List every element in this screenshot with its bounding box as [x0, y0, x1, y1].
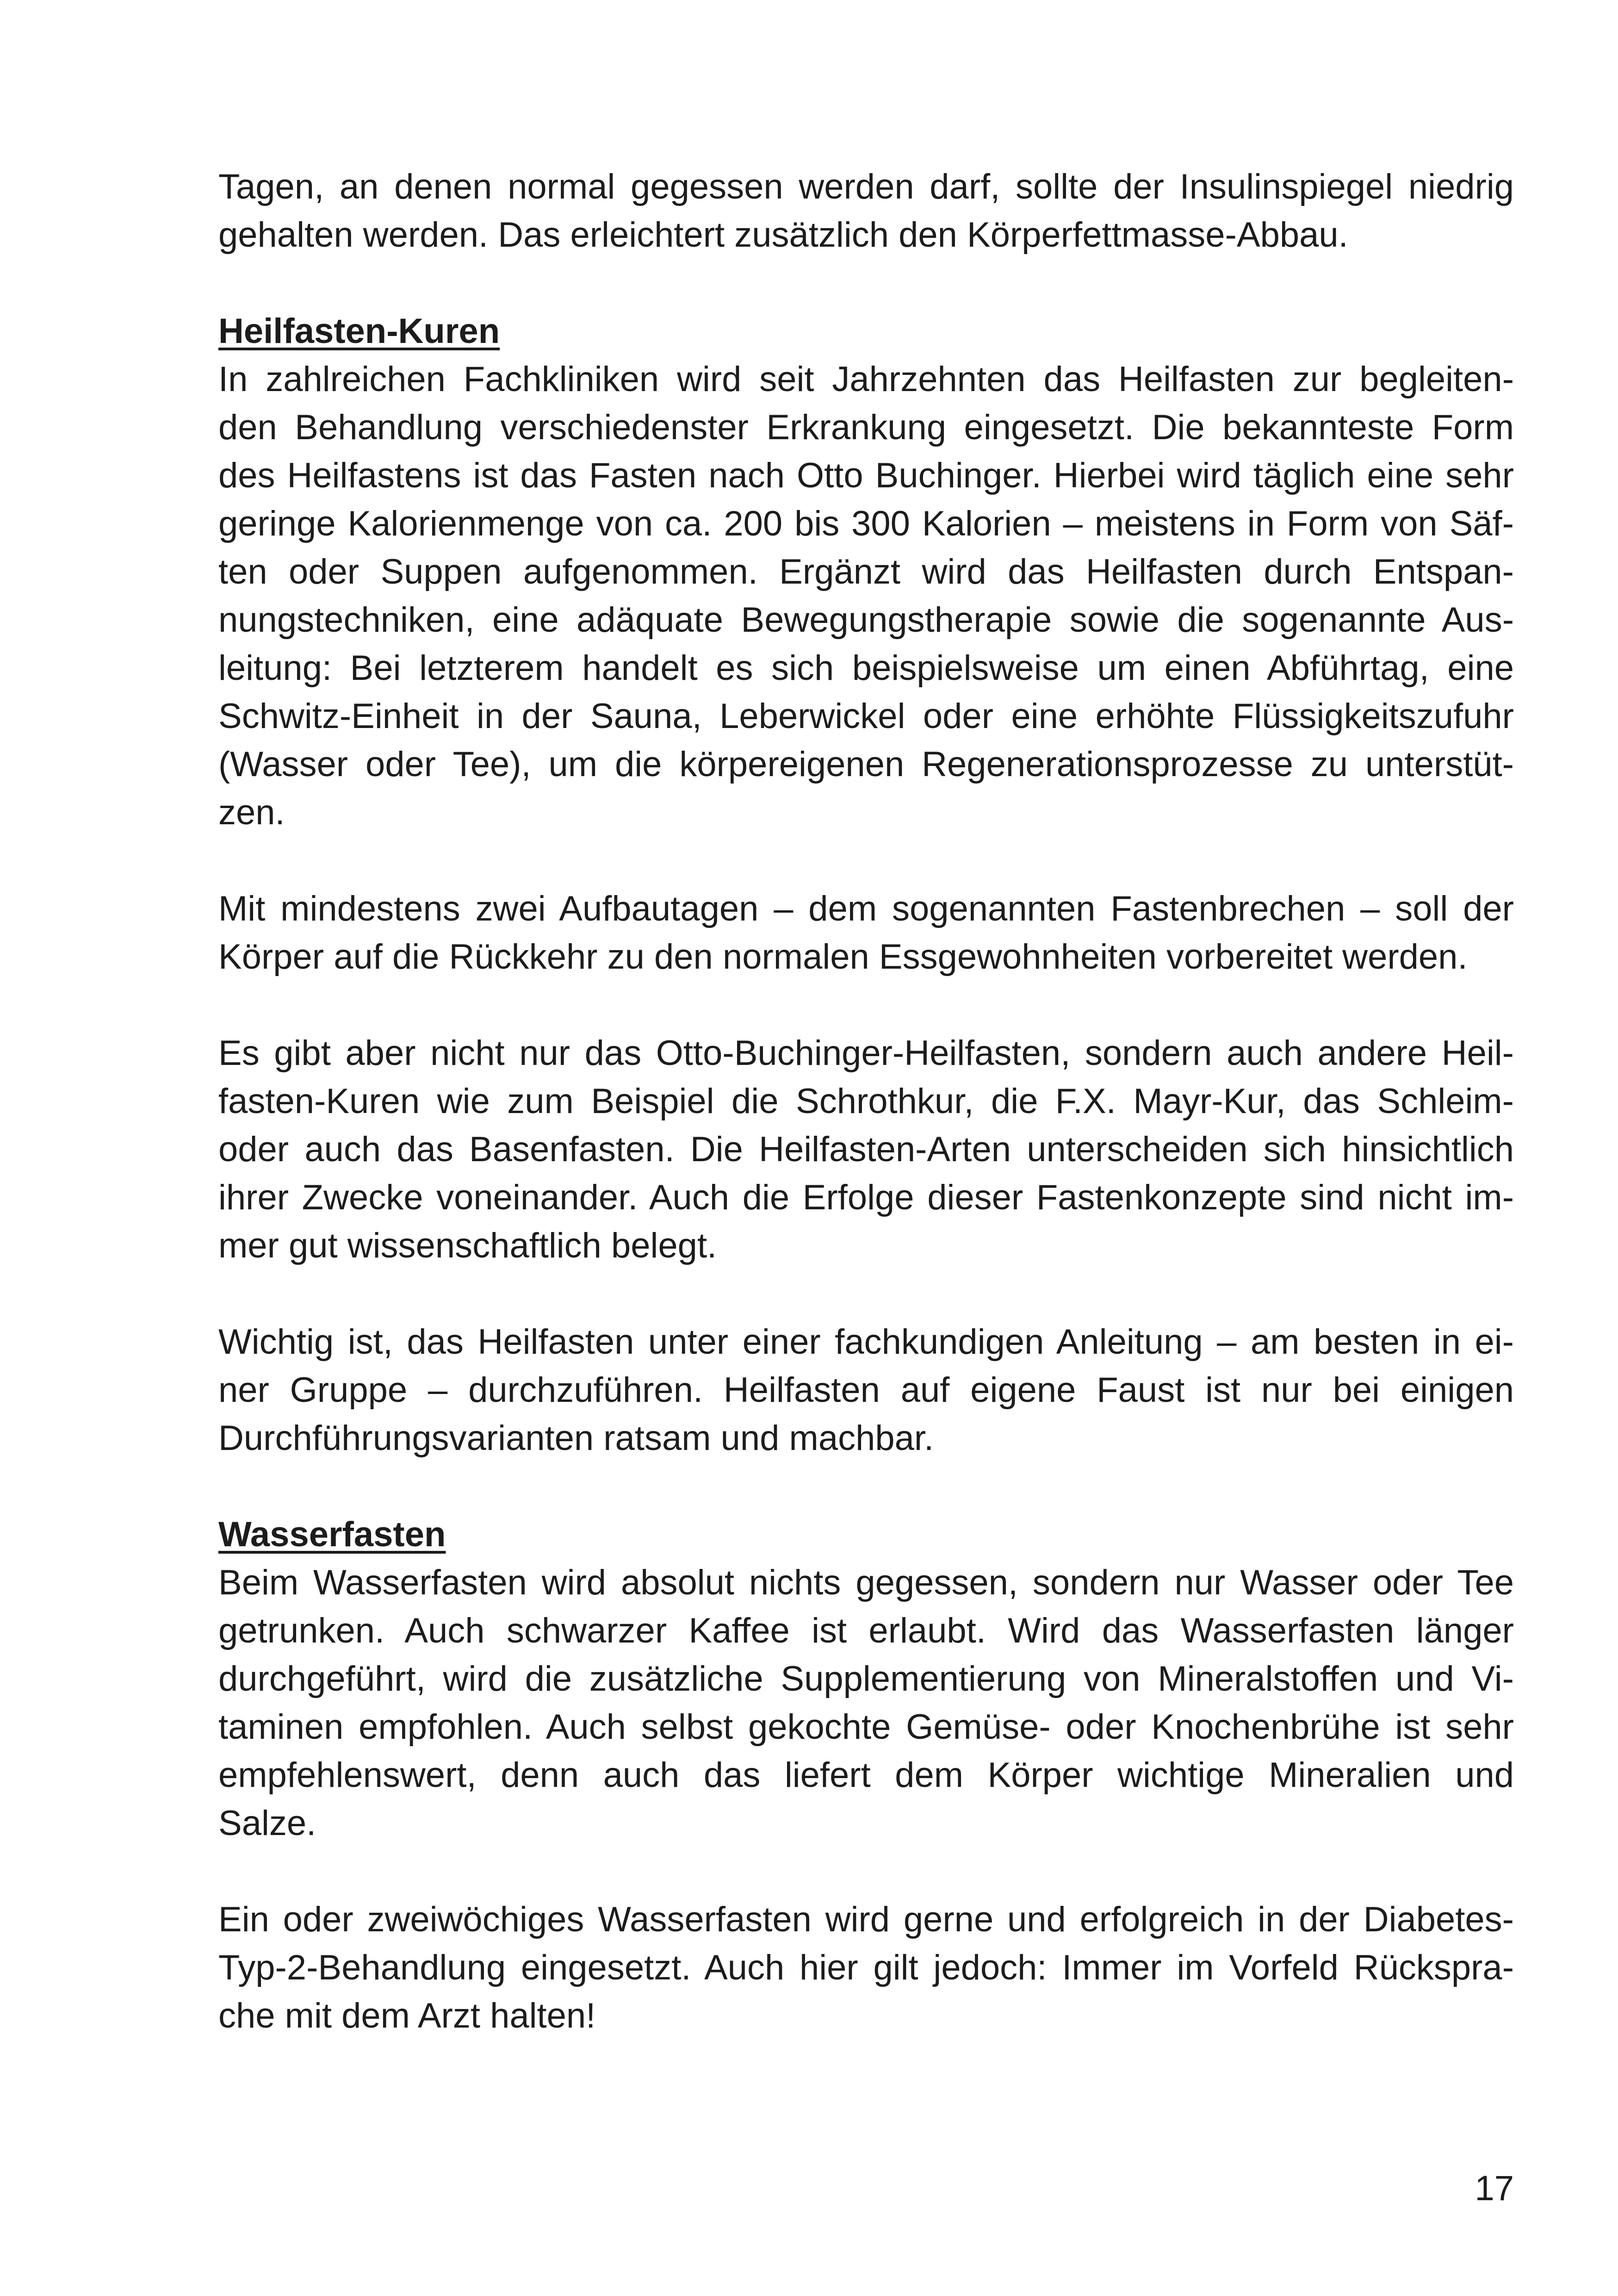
text-line: geringe Kalorienmenge von ca. 200 bis 300 Kalorien – meistens in Form von Säf- [218, 504, 1514, 543]
text-line: nungstechniken, eine adäquate Bewegungstherapie sowie die sogenannte Aus- [218, 600, 1514, 640]
text-line: zen. [218, 793, 285, 832]
text-line: Durchführungsvarianten ratsam und machbar. [218, 1419, 934, 1458]
text-line: Wichtig ist, das Heilfasten unter einer fachkundigen Anleitung – am besten in ei- [218, 1322, 1514, 1362]
text-line: (Wasser oder Tee), um die körpereigenen Regenerationsprozesse zu unterstüt- [218, 745, 1514, 784]
text-line: des Heilfastens ist das Fasten nach Otto Buchinger. Hierbei wird täglich eine sehr [218, 456, 1514, 495]
text-line: den Behandlung verschiedenster Erkrankung eingesetzt. Die bekannteste Form [218, 408, 1514, 447]
text-line: Schwitz-Einheit in der Sauna, Leberwickel oder eine erhöhte Flüssigkeitszufuhr [218, 697, 1514, 736]
text-line: durchgeführt, wird die zusätzliche Supplementierung von Mineralstoffen und Vi- [218, 1659, 1514, 1699]
text-line: che mit dem Arzt halten! [218, 1996, 596, 2035]
heilfasten-paragraph-1 [218, 355, 1514, 837]
text-line: taminen empfohlen. Auch selbst gekochte Gemüse- oder Knochenbrühe ist sehr [218, 1707, 1514, 1747]
text-line: Es gibt aber nicht nur das Otto-Buchinger-Heilfasten, sondern auch andere Heil- [218, 1033, 1514, 1073]
text-line: getrunken. Auch schwarzer Kaffee ist erlaubt. Wird das Wasserfasten länger [218, 1611, 1514, 1650]
text-line: ten oder Suppen aufgenommen. Ergänzt wird das Heilfasten durch Entspan- [218, 552, 1514, 591]
text-line: Tagen, an denen normal gegessen werden darf, sollte der Insulinspiegel niedrig [218, 167, 1514, 206]
text-line: ner Gruppe – durchzuführen. Heilfasten auf eigene Faust ist nur bei einigen [218, 1370, 1514, 1410]
text-line: ihrer Zwecke voneinander. Auch die Erfolge dieser Fastenkonzepte sind nicht im- [218, 1178, 1514, 1217]
intro-paragraph [218, 163, 1514, 259]
text-line: Typ-2-Behandlung eingesetzt. Auch hier gilt jedoch: Immer im Vorfeld Rückspra- [218, 1948, 1514, 1987]
text-line: Beim Wasserfasten wird absolut nichts gegessen, sondern nur Wasser oder Tee [218, 1563, 1514, 1602]
text-line: Salze. [218, 1804, 316, 1843]
text-line: fasten-Kuren wie zum Beispiel die Schrothkur, die F.X. Mayr-Kur, das Schleim- [218, 1082, 1514, 1121]
section-heading-wasserfasten: Wasserfasten [218, 1515, 446, 1554]
heilfasten-paragraph-3 [218, 1029, 1514, 1270]
text-line: mer gut wissenschaftlich belegt. [218, 1226, 717, 1265]
document-page [218, 163, 1514, 2040]
wasserfasten-paragraph-1 [218, 1559, 1514, 1848]
text-line: empfehlenswert, denn auch das liefert dem Körper wichtige Mineralien und [218, 1755, 1514, 1795]
text-line: In zahlreichen Fachkliniken wird seit Jahrzehnten das Heilfasten zur begleiten- [218, 360, 1514, 399]
text-line: oder auch das Basenfasten. Die Heilfasten-Arten unterscheiden sich hinsichtlich [218, 1130, 1514, 1169]
text-line: Ein oder zweiwöchiges Wasserfasten wird gerne und erfolgreich in der Diabetes- [218, 1900, 1514, 1939]
text-line: gehalten werden. Das erleichtert zusätzlich den Körperfettmasse-Abbau. [218, 215, 1348, 255]
section-heading-heilfasten: Heilfasten-Kuren [218, 311, 500, 351]
heilfasten-paragraph-2 [218, 885, 1514, 981]
section-wasserfasten [218, 1511, 1514, 2040]
text-line: leitung: Bei letzterem handelt es sich beispielsweise um einen Abführtag, eine [218, 648, 1514, 688]
text-line: Körper auf die Rückkehr zu den normalen Essgewohnheiten vorbereitet werden. [218, 937, 1468, 977]
page-number: 17 [1475, 2169, 1514, 2208]
heilfasten-paragraph-4 [218, 1318, 1514, 1462]
text-line: Mit mindestens zwei Aufbautagen – dem sogenannten Fastenbrechen – soll der [218, 889, 1514, 928]
section-heilfasten [218, 307, 1514, 1462]
wasserfasten-paragraph-2 [218, 1896, 1514, 2040]
